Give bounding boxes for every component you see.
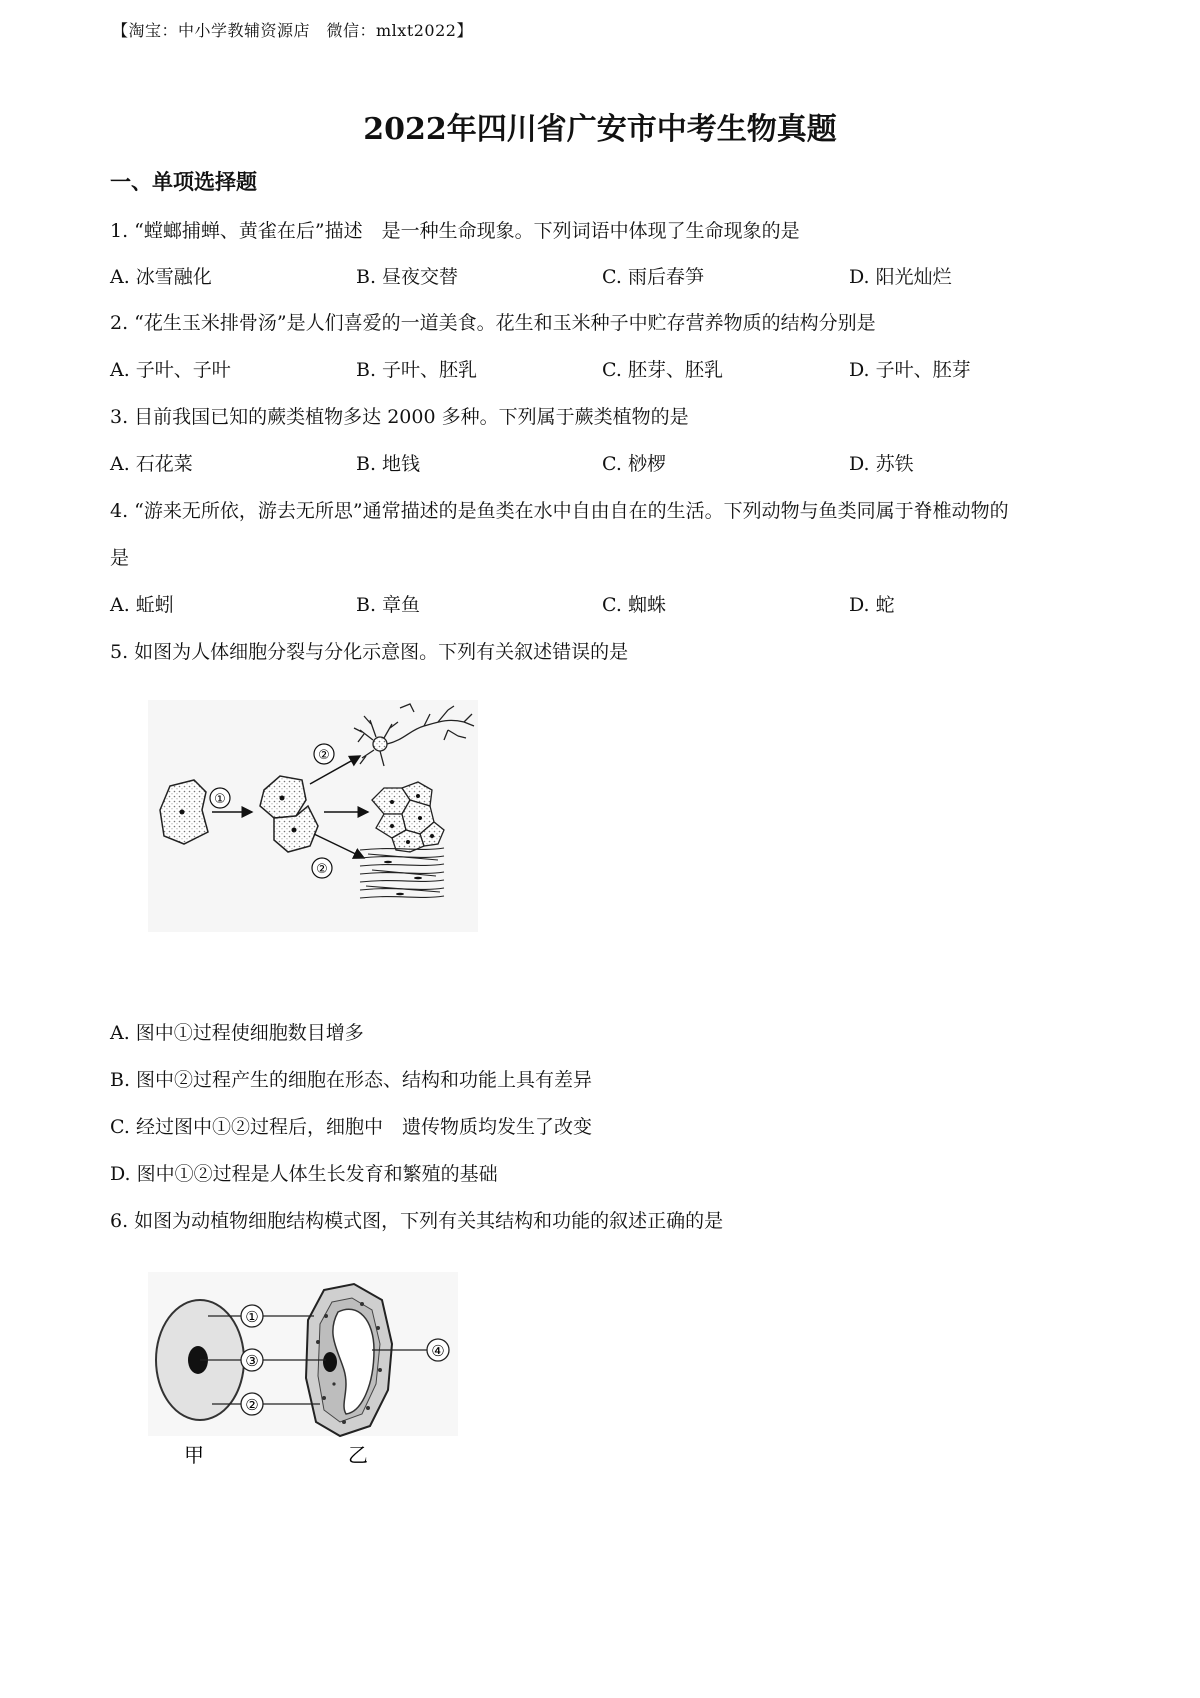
option-b: B. 地钱 <box>356 453 421 475</box>
question-4-options <box>110 590 1100 618</box>
option-c: C. 雨后春笋 <box>602 266 704 288</box>
option-d: D. 蛇 <box>849 594 895 616</box>
option-a: A. 子叶、子叶 <box>110 359 231 381</box>
process-label: ① <box>214 792 226 807</box>
option-b: B. 章鱼 <box>356 594 421 616</box>
question-4-stem-cont: 是 <box>110 547 130 569</box>
option-a: A. 冰雪融化 <box>110 266 212 288</box>
question-3-stem: 3. 目前我国已知的蕨类植物多达 2000 多种。下列属于蕨类植物的是 <box>110 406 689 428</box>
cell-structure-figure <box>148 1272 458 1468</box>
option-c: C. 桫椤 <box>602 453 666 475</box>
question-5-stem: 5. 如图为人体细胞分裂与分化示意图。下列有关叙述错误的是 <box>110 641 629 663</box>
question-3-options <box>110 449 1100 477</box>
option-a: A. 蚯蚓 <box>110 594 174 616</box>
question-6-stem: 6. 如图为动植物细胞结构模式图，下列有关其结构和功能的叙述正确的是 <box>110 1210 724 1232</box>
question-4-stem: 4. “游来无所依，游去无所思”通常描述的是鱼类在水中自由自在的生活。下列动物与鱼类同属于脊椎动物的 <box>110 500 1009 522</box>
cell-name-jia: 甲 <box>184 1443 204 1467</box>
question-1-stem: 1. “螳螂捕蝉、黄雀在后”描述 是一种生命现象。下列词语中体现了生命现象的是 <box>110 220 800 242</box>
option-c: C. 胚芽、胚乳 <box>602 359 723 381</box>
option-b: B. 昼夜交替 <box>356 266 459 288</box>
nucleus <box>323 1352 337 1372</box>
question-5-option-a: A. 图中①过程使细胞数目增多 <box>110 1022 364 1044</box>
question-2-stem: 2. “花生玉米排骨汤”是人们喜爱的一道美食。花生和玉米种子中贮存营养物质的结构分别是 <box>110 312 876 334</box>
option-c: C. 蜘蛛 <box>602 594 666 616</box>
option-b: B. 子叶、胚乳 <box>356 359 478 381</box>
option-d: D. 阳光灿烂 <box>849 266 952 288</box>
question-5-option-d: D. 图中①②过程是人体生长发育和繁殖的基础 <box>110 1163 498 1185</box>
structure-label: ① <box>245 1308 259 1326</box>
source-header: 【淘宝：中小学教辅资源店 微信：mlxt2022】 <box>112 21 473 40</box>
cell-name-yi: 乙 <box>348 1443 368 1467</box>
question-2-options <box>110 355 1100 383</box>
question-5-option-b: B. 图中②过程产生的细胞在形态、结构和功能上具有差异 <box>110 1069 593 1091</box>
document-title: 2022年四川省广安市中考生物真题 <box>363 112 837 147</box>
cell-division-figure <box>148 700 478 932</box>
process-label: ② <box>318 748 330 763</box>
option-d: D. 子叶、胚芽 <box>849 359 971 381</box>
structure-label: ② <box>245 1396 259 1414</box>
structure-label: ③ <box>245 1352 259 1370</box>
question-1-options <box>110 262 1100 290</box>
option-a: A. 石花菜 <box>110 453 193 475</box>
structure-label: ④ <box>431 1342 445 1360</box>
process-label: ② <box>316 862 328 877</box>
option-d: D. 苏铁 <box>849 453 914 475</box>
question-5-option-c: C. 经过图中①②过程后，细胞中 遗传物质均发生了改变 <box>110 1116 592 1138</box>
section-heading: 一、单项选择题 <box>110 169 257 194</box>
